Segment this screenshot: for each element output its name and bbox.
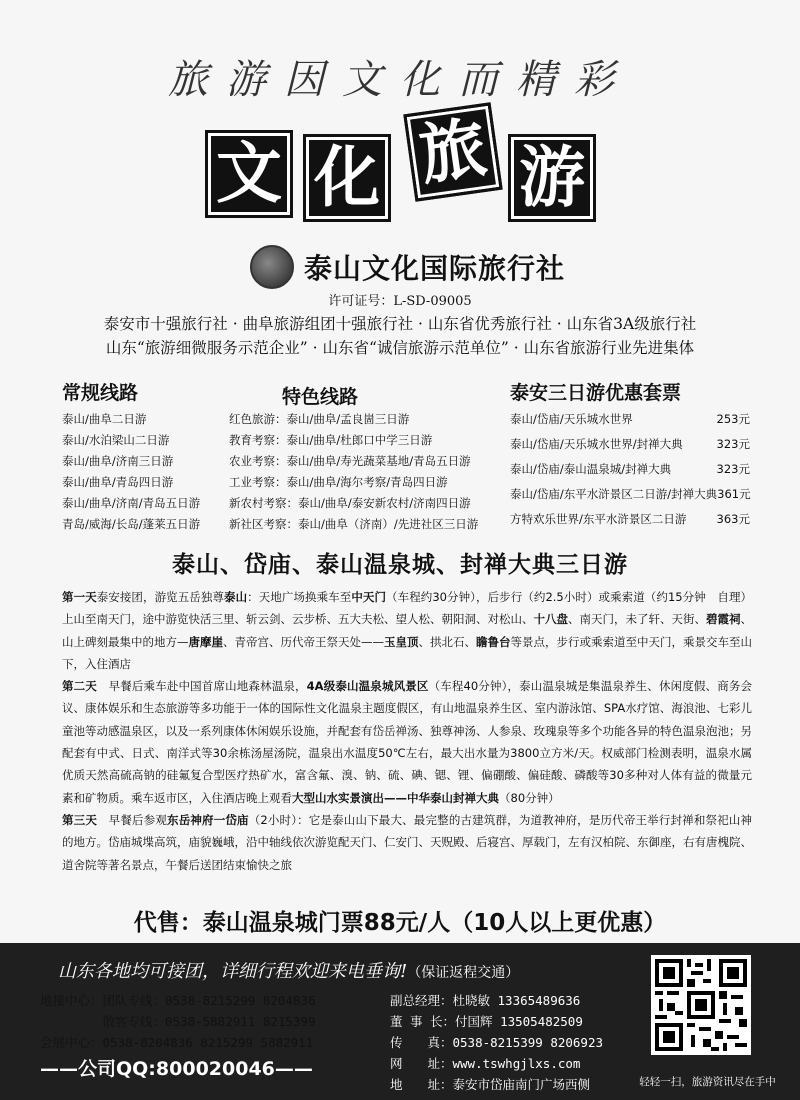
package-name: 泰山/岱庙/天乐城水世界/封禅大典 xyxy=(510,437,683,451)
route-name: 泰山/曲阜/杜郎口中学三日游 xyxy=(286,433,433,447)
contact-right xyxy=(390,990,603,1095)
list-item xyxy=(510,434,750,455)
license-number: 许可证号：L-SD-09005 xyxy=(328,294,472,309)
itinerary-text-segment: 早餐后乘车赴中国首席山地森林温泉， xyxy=(96,679,307,694)
title-char-3: 旅 xyxy=(403,102,502,201)
list-item: 青岛/威海/长岛/蓬莱五日游 xyxy=(62,517,201,531)
special-routes-heading: 特色线路 xyxy=(282,386,359,408)
website-link[interactable]: 网 址：www.tswhgjlxs.com xyxy=(390,1056,581,1071)
route-type: 红色旅游： xyxy=(229,412,287,426)
list-item xyxy=(229,493,478,514)
highlight-text: 唐摩崖 xyxy=(188,634,223,649)
highlight-text: 十八盘 xyxy=(533,612,568,627)
itinerary-text-segment: 、南天门，未了轩、天街、 xyxy=(568,612,706,627)
itinerary-text-segment: 泰安接团，游览五岳独尊 xyxy=(96,590,225,604)
highlight-text: 瞻鲁台 xyxy=(476,634,511,649)
highlight-text: 4A级泰山温泉城风景区 xyxy=(306,679,429,694)
itinerary-text-segment: 等景点，步行或乘索道至中天门，乘景交车至山下，入住酒店 xyxy=(62,634,752,671)
highlight-text: 玉皇顶 xyxy=(384,634,419,649)
qr-caption: 轻轻一扫，旅游资讯尽在手中 xyxy=(639,1076,776,1088)
package-price: 361元 xyxy=(717,487,751,501)
contact-line: 地接中心：团队专线：0538-8215299 8204836 xyxy=(40,993,316,1008)
route-name: 泰山/曲阜/海尔考察/青岛四日游 xyxy=(286,475,448,489)
list-item xyxy=(510,459,750,480)
day3-paragraph xyxy=(62,809,752,876)
route-name: 泰山/曲阜/孟良崮三日游 xyxy=(286,412,410,426)
footer-slogan-sub: （保证返程交通） xyxy=(407,965,520,981)
highlight-text: 第二天 xyxy=(62,679,97,694)
list-item: 泰山/曲阜二日游 xyxy=(62,412,147,426)
list-item: 泰山/水泊梁山二日游 xyxy=(62,433,170,447)
package-price: 323元 xyxy=(716,462,750,476)
list-item: 泰山/曲阜/济南/青岛五日游 xyxy=(62,496,201,510)
honor-line-1: 泰安市十强旅行社 · 曲阜旅游组团十强旅行社 · 山东省优秀旅行社 · 山东省3A级旅行社 xyxy=(103,315,697,333)
footer-slogan xyxy=(58,957,519,983)
highlight-text: 大型山水实景演出——中华泰山封禅大典 xyxy=(292,790,499,805)
package-price: 253元 xyxy=(716,412,750,426)
qr-code-icon[interactable] xyxy=(651,955,751,1055)
highlight-text: 泰山 xyxy=(224,590,248,604)
company-header xyxy=(250,244,565,290)
route-type: 教育考察： xyxy=(229,433,287,447)
highlight-text: 东岳神府一岱庙 xyxy=(167,812,249,827)
package-price: 363元 xyxy=(716,512,750,526)
list-item xyxy=(229,409,478,430)
title-char-1: 文 xyxy=(205,130,293,218)
package-list xyxy=(510,409,750,530)
package-price: 323元 xyxy=(716,437,750,451)
itinerary-text-segment: （车程40分钟），泰山温泉城是集温泉养生、休闲度假、商务会议、康体娱乐和生态旅游等多功能于一体的国际性文化温泉主题度假区，有山地温泉养生区、室内游泳馆、SPA水疗馆、海浪池、七彩儿童池等动感温泉区，以及一系列康体休闲娱乐设施，并配套有岱岳禅汤、独尊神汤、人参泉、玫瑰泉等多个功能各异的特色温泉泡池；另配套有中式、日式、南洋式等30余栋汤屋汤院，温泉出水温度50℃左右，最大出水量为3800立方米/天。权威部门检测表明，温泉水属优质天然高硫高钠的硅氟复合型医疗热矿水，富含氟、溴、钠、硫、碘、锶、锂、偏硼酸、偏硅酸、磷酸等30多种对人体有益的微量元素和矿物质。乘车返市区，入住酒店晚上观看 xyxy=(62,679,752,805)
day2-paragraph xyxy=(62,675,752,809)
itinerary-text-segment: 、拱北石、 xyxy=(418,634,476,649)
contact-line: 副总经理：杜晓敏 13365489636 xyxy=(390,993,581,1008)
itinerary-text-segment: 早餐后参观 xyxy=(97,812,168,827)
contact-line: 董 事 长：付国辉 13505482509 xyxy=(390,1014,583,1029)
itinerary-text-segment: 、山上碑刻最集中的地方— xyxy=(62,612,752,649)
list-item: 泰山/曲阜/青岛四日游 xyxy=(62,475,174,489)
regular-routes-heading: 常规线路 xyxy=(62,382,139,404)
route-type: 新社区考察： xyxy=(229,517,298,531)
itinerary-title: 泰山、岱庙、泰山温泉城、封禅大典三日游 xyxy=(172,552,628,578)
route-type: 工业考察： xyxy=(229,475,287,489)
contact-left xyxy=(40,990,316,1053)
highlight-text: 第三天 xyxy=(62,812,98,827)
itinerary-text-segment: （2小时）：它是泰山山下最大、最完整的古建筑群，为道教神府，是历代帝王举行封禅和祭祀山神的地方。岱庙城堞高筑，庙貌巍峨，沿中轴线依次游览配天门、仁安门、天贶殿、后寝宫、厚载门，左有汉柏院、东御座，右有唐槐院、道舍院等著名景点，午餐后送团结束愉快之旅 xyxy=(62,812,753,872)
package-name: 泰山/岱庙/天乐城水世界 xyxy=(510,412,633,426)
footer-slogan-text: 山东各地均可接团，详细行程欢迎来电垂询! xyxy=(58,961,408,982)
package-name: 泰山/岱庙/东平水浒景区二日游/封禅大典 xyxy=(510,487,718,501)
list-item xyxy=(229,514,478,535)
route-name: 泰山/曲阜/泰安新农村/济南四日游 xyxy=(298,496,471,510)
main-title-block xyxy=(205,108,595,228)
package-name: 泰山/岱庙/泰山温泉城/封禅大典 xyxy=(510,462,672,476)
list-item xyxy=(229,451,478,472)
slogan: 旅游因文化而精彩 xyxy=(168,57,632,103)
highlight-text: 碧霞祠 xyxy=(706,612,741,627)
company-name: 泰山文化国际旅行社 xyxy=(304,252,566,285)
list-item xyxy=(229,472,478,493)
title-char-2: 化 xyxy=(303,134,391,222)
package-name: 方特欢乐世界/东平水浒景区二日游 xyxy=(510,512,687,526)
qr-code-graphic xyxy=(655,959,747,1051)
company-logo-icon xyxy=(250,245,294,289)
contact-line: 传 真：0538-8215399 8206923 xyxy=(390,1035,604,1050)
honor-line-2: 山东“旅游细微服务示范企业” · 山东省“诚信旅游示范单位” · 山东省旅游行业先进集体 xyxy=(105,339,695,357)
contact-line: 会展中心：0538-8204836 8215299 5882911 xyxy=(40,1035,314,1050)
highlight-text: 中天门 xyxy=(351,590,387,604)
contact-line: 地 址：泰安市岱庙南门广场西侧 xyxy=(390,1077,591,1092)
title-char-4: 游 xyxy=(508,134,596,222)
day1-paragraph xyxy=(62,586,752,675)
regular-routes-list xyxy=(62,409,200,535)
itinerary-text-segment: 、青帝宫、历代帝王祭天处—— xyxy=(223,634,384,649)
route-type: 农业考察： xyxy=(229,454,287,468)
route-name: 泰山/曲阜（济南）/先进社区三日游 xyxy=(298,517,479,531)
company-qq: ——公司QQ:800020046—— xyxy=(40,1058,313,1080)
list-item xyxy=(229,430,478,451)
package-heading: 泰安三日游优惠套票 xyxy=(510,382,682,404)
itinerary-text-segment: （80分钟） xyxy=(499,790,560,805)
list-item xyxy=(510,409,750,430)
list-item xyxy=(510,484,750,505)
itinerary-text-segment: （车程约30分钟），后步行（约2.5小时）或乘索道（约15分钟 自理）上山至南天门，途中游览快活三里、斩云剑、云步桥、五大夫松、望人松、朝阳洞、对松山、 xyxy=(62,590,753,627)
itinerary-text-segment: ：天地广场换乘车至 xyxy=(247,590,352,604)
route-type: 新农村考察： xyxy=(229,496,298,510)
contact-line: 散客专线：0538-5882911 8215399 xyxy=(40,1014,316,1029)
route-name: 泰山/曲阜/寿光蔬菜基地/青岛五日游 xyxy=(286,454,471,468)
list-item: 泰山/曲阜/济南三日游 xyxy=(62,454,174,468)
itinerary-text xyxy=(62,586,752,876)
ticket-offer: 代售：泰山温泉城门票88元/人（10人以上更优惠） xyxy=(133,910,667,936)
special-routes-list xyxy=(229,409,478,535)
list-item xyxy=(510,509,750,530)
highlight-text: 第一天 xyxy=(62,590,97,604)
